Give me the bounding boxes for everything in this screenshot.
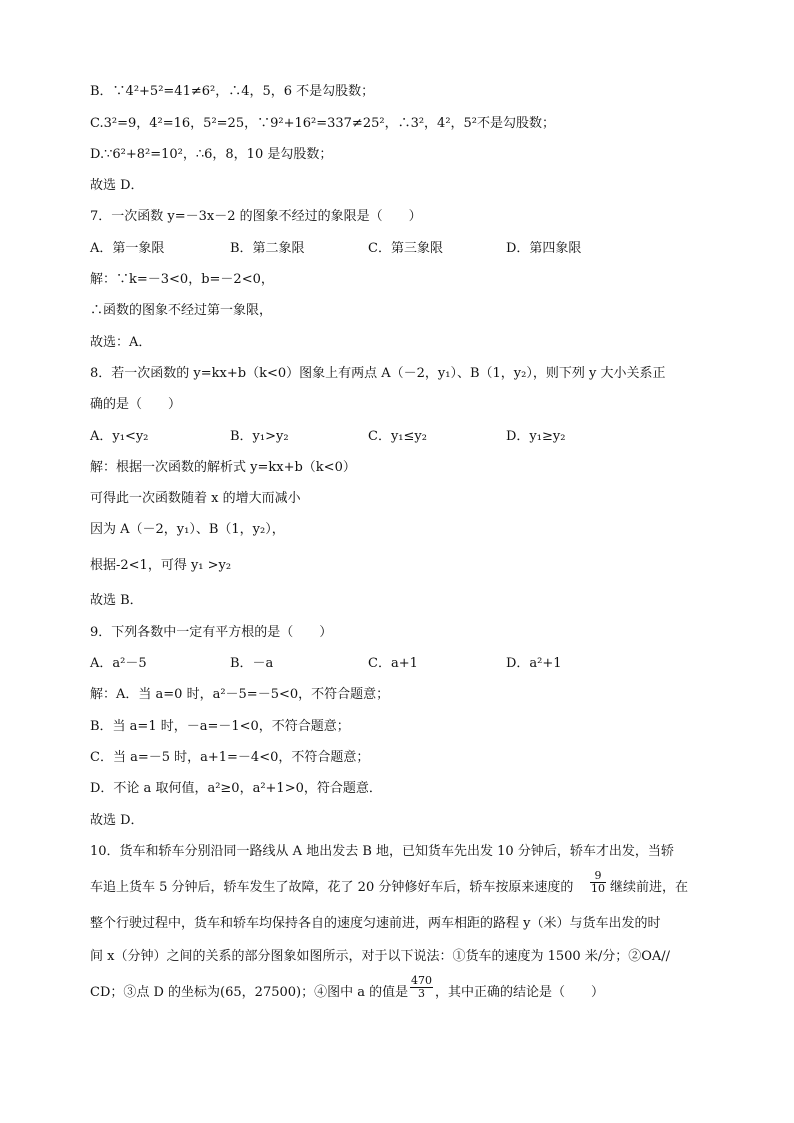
fraction-denominator: 3 — [418, 987, 425, 1000]
question-10-line-5-end: ，其中正确的结论是（ ） — [435, 985, 605, 1000]
question-10-line-5-start: CD；③点 D 的坐标为(65，27500)；④图中 a 的值是 — [90, 985, 409, 1000]
question-10-line-1: 10．货车和轿车分别沿同一路线从 A 地出发去 B 地，已知货车先出发 10 分钟后，轿车才出发，当轿 — [90, 844, 674, 859]
question-10-line-3: 整个行驶过程中，货车和轿车均保持各自的速度匀速前进，两车相距的路程 y（米）与货车出发的时 — [90, 916, 661, 931]
solution-7-line-1: 解：∵k=－3<0，b=－2<0， — [90, 272, 274, 287]
answer-line-8: 故选 B． — [90, 593, 143, 608]
option-a: A．a²－5 — [90, 656, 147, 671]
question-8-line-1: 8．若一次函数的 y=kx+b（k<0）图象上有两点 A（－2，y₁）、B（1，y₂），则下列 y 大小关系正 — [90, 366, 666, 381]
question-8-options — [90, 428, 714, 446]
question-8-line-2: 确的是（ ） — [90, 397, 182, 412]
option-d: D．a²+1 — [506, 656, 562, 671]
option-a: A．第一象限 — [90, 241, 165, 256]
fraction-numerator: 470 — [411, 974, 432, 987]
answer-line-7: 故选：A． — [90, 335, 152, 350]
question-10-line-5 — [90, 974, 714, 1002]
question-9-options — [90, 655, 714, 673]
solution-line-c: C.3²=9，4²=16，5²=25，∵9²+16²=337≠25²，∴3²，4²，5²不是勾股数； — [90, 116, 556, 131]
solution-7-line-2: ∴函数的图象不经过第一象限， — [90, 303, 273, 318]
option-c: C．a+1 — [368, 656, 418, 671]
solution-line-b: B．∵4²+5²=41≠6²，∴4，5，6 不是勾股数； — [90, 84, 375, 99]
question-10-line-2 — [90, 869, 714, 897]
option-d: D．y₁≥y₂ — [506, 429, 566, 444]
solution-8-line-2: 可得此一次函数随着 x 的增大而减小 — [90, 491, 301, 506]
solution-9-line-3: C．当 a=－5 时，a+1=－4<0，不符合题意； — [90, 750, 370, 765]
option-d: D．第四象限 — [506, 241, 582, 256]
solution-9-line-2: B．当 a=1 时，－a=－1<0，不符合题意； — [90, 719, 350, 734]
fraction-numerator: 9 — [590, 870, 606, 883]
option-b: B．－a — [230, 656, 274, 671]
answer-line-6: 故选 D． — [90, 178, 144, 193]
question-7: 7．一次函数 y=－3x－2 的图象不经过的象限是（ ） — [90, 209, 422, 224]
fraction-denominator: 10 — [591, 882, 605, 895]
solution-8-line-1: 解：根据一次函数的解析式 y=kx+b（k<0） — [90, 460, 356, 475]
option-b: B．第二象限 — [230, 241, 305, 256]
option-a: A．y₁<y₂ — [90, 429, 149, 444]
solution-9-line-1: 解：A．当 a=0 时，a²－5=－5<0，不符合题意； — [90, 687, 390, 702]
solution-9-line-4: D．不论 a 取何值，a²≥0，a²+1>0，符合题意． — [90, 781, 382, 796]
solution-8-line-4: 根据-2<1，可得 y₁ >y₂ — [90, 558, 232, 573]
option-b: B．y₁>y₂ — [230, 429, 289, 444]
question-10-line-2-end: 继续前进，在 — [610, 880, 689, 895]
option-c: C．y₁≤y₂ — [368, 429, 427, 444]
solution-8-line-3: 因为 A（－2，y₁）、B（1，y₂）， — [90, 522, 285, 537]
question-7-options — [90, 240, 714, 258]
question-10-line-2-start: 车追上货车 5 分钟后，轿车发生了故障，花了 20 分钟修好车后，轿车按原来速度的 — [90, 880, 574, 895]
question-10-line-4: 间 x（分钟）之间的关系的部分图象如图所示，对于以下说法：①货车的速度为 1500 米/分；②OA// — [90, 949, 670, 964]
solution-line-d: D.∵6²+8²=10²，∴6，8，10 是勾股数； — [90, 147, 333, 162]
option-c: C．第三象限 — [368, 241, 443, 256]
answer-line-9: 故选 D． — [90, 813, 144, 828]
fraction-nine-tenths — [590, 870, 606, 895]
fraction-470-thirds — [410, 975, 433, 1000]
question-9: 9．下列各数中一定有平方根的是（ ） — [90, 625, 333, 640]
